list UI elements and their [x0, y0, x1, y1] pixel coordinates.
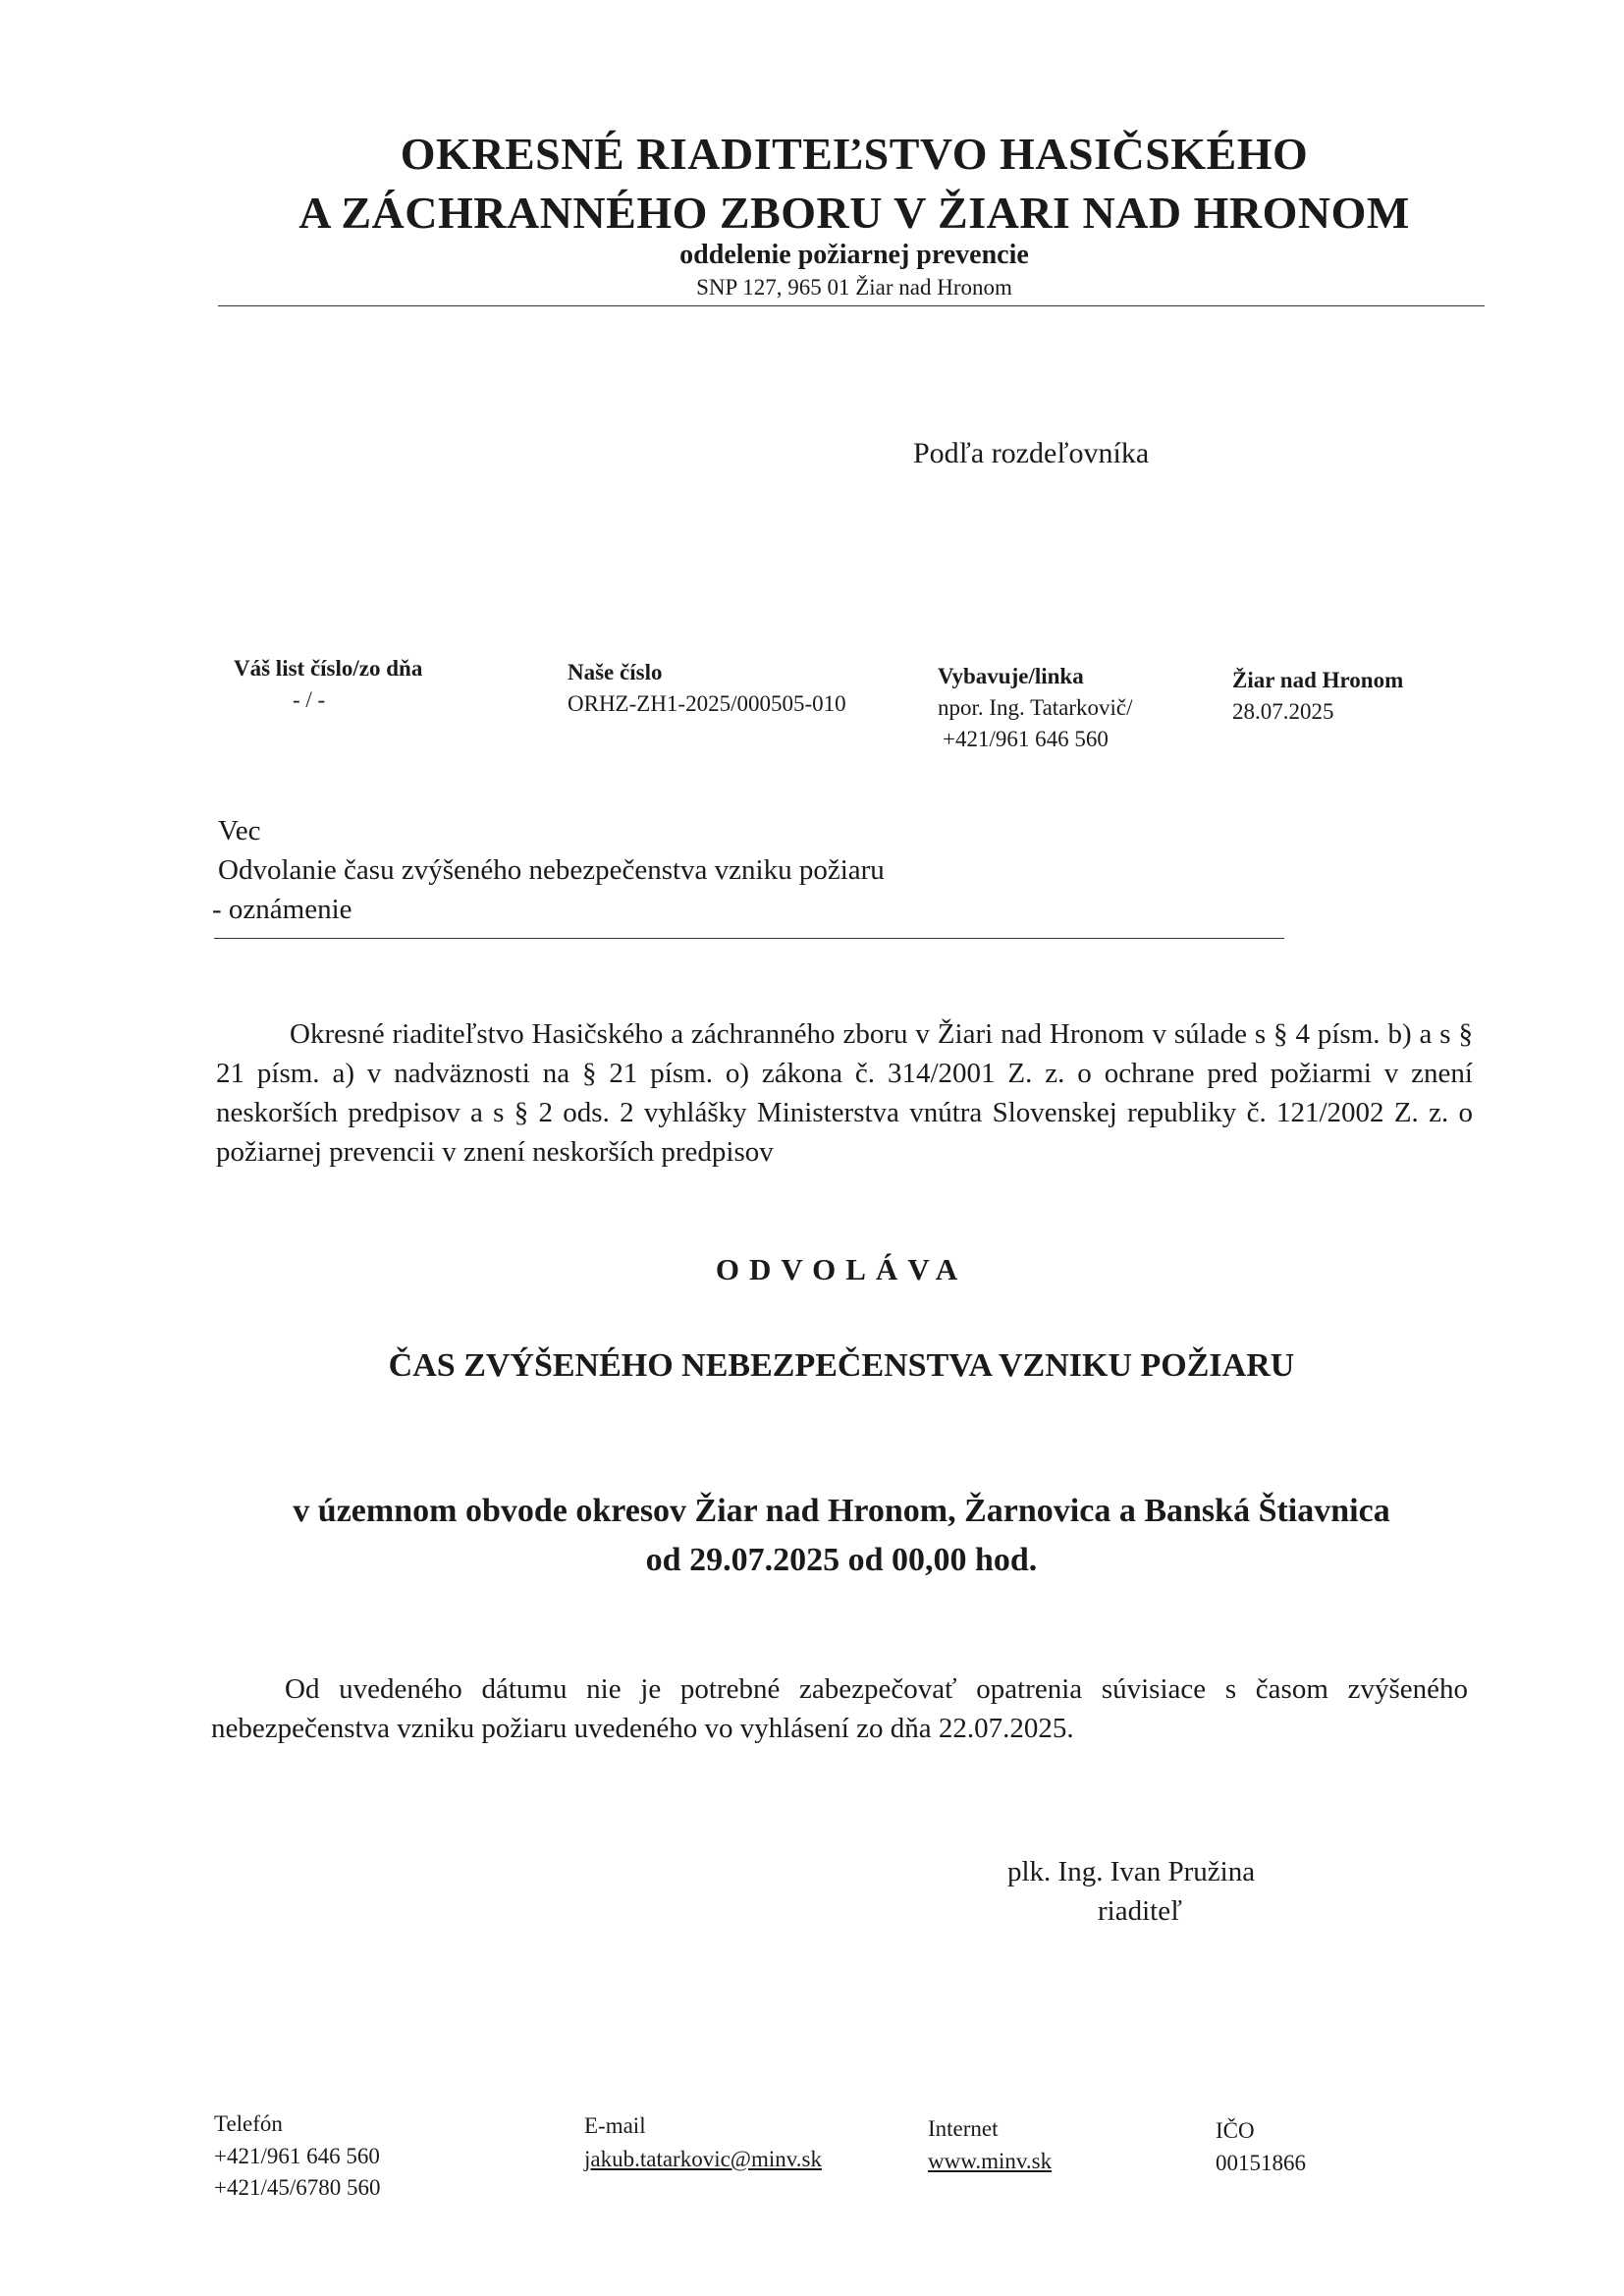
- legal-basis-paragraph: Okresné riaditeľstvo Hasičského a záchranného zboru v Žiari nad Hronom v súlade s § 4 písm. b) a s § 21 písm. a) v nadväznosti na § 21 písm. o) zákona č. 314/2001 Z. z. o ochrane pred požiarmi v znení neskorších predpisov a s § 2 ods. 2 vyhlášky Ministerstva vnútra Slovenskej republiky č. 121/2002 Z. z. o požiarnej prevencii v znení neskorších predpisov: [216, 1018, 1473, 1168]
- your-letter-label: Váš list číslo/zo dňa: [234, 656, 423, 681]
- scope-area: v územnom obvode okresov Žiar nad Hronom, Žarnovica a Banská Štiavnica: [293, 1493, 1390, 1529]
- footer-email-label: E-mail: [584, 2113, 646, 2138]
- place-label: Žiar nad Hronom: [1232, 668, 1404, 692]
- scope-effective-date: od 29.07.2025 od 00,00 hod.: [645, 1542, 1038, 1578]
- handled-by-name: npor. Ing. Tatarkovič/: [938, 695, 1133, 720]
- footer-ico-value: 00151866: [1216, 2151, 1306, 2175]
- subject-line2: - oznámenie: [212, 894, 352, 925]
- signatory-title: riaditeľ: [1098, 1895, 1182, 1927]
- organization-address: SNP 127, 965 01 Žiar nad Hronom: [696, 275, 1012, 300]
- department-name: oddelenie požiarnej prevencie: [679, 240, 1029, 270]
- handled-by-label: Vybavuje/linka: [938, 664, 1084, 688]
- subject-line1: Odvolanie času zvýšeného nebezpečenstva vzniku požiaru: [218, 854, 885, 886]
- letter-date: 28.07.2025: [1232, 699, 1334, 724]
- footer-phone2: +421/45/6780 560: [214, 2175, 381, 2200]
- organization-name-line1: OKRESNÉ RIADITEĽSTVO HASIČSKÉHO: [400, 129, 1309, 179]
- recipient: Podľa rozdeľovníka: [913, 437, 1150, 469]
- footer-phone-label: Telefón: [214, 2111, 283, 2136]
- footer-ico-label: IČO: [1216, 2118, 1255, 2143]
- signatory-name: plk. Ing. Ivan Pružina: [1007, 1856, 1256, 1887]
- footer-email-link[interactable]: jakub.tatarkovic@minv.sk: [584, 2147, 822, 2171]
- handled-by-phone: +421/961 646 560: [943, 727, 1109, 751]
- footer-internet-label: Internet: [928, 2116, 999, 2141]
- footer-phone1: +421/961 646 560: [214, 2144, 380, 2168]
- footer-website-link[interactable]: www.minv.sk: [928, 2149, 1053, 2173]
- revokes-heading: ODVOLÁVA: [715, 1252, 968, 1286]
- our-number-label: Naše číslo: [568, 660, 663, 684]
- subject-divider: [214, 938, 1284, 939]
- organization-name-line2: A ZÁCHRANNÉHO ZBORU V ŽIARI NAD HRONOM: [298, 188, 1410, 238]
- your-letter-value: - / -: [293, 687, 326, 712]
- our-number-value: ORHZ-ZH1-2025/000505-010: [568, 691, 846, 716]
- measures-paragraph: Od uvedeného dátumu nie je potrebné zabezpečovať opatrenia súvisiace s časom zvýšeného nebezpečenstva vzniku požiaru uvedeného vo vyhlásení zo dňa 22.07.2025.: [211, 1673, 1468, 1744]
- subject-label: Vec: [218, 815, 261, 847]
- fire-danger-period-heading: ČAS ZVÝŠENÉHO NEBEZPEČENSTVA VZNIKU POŽIARU: [388, 1347, 1295, 1384]
- header-divider: [218, 305, 1485, 306]
